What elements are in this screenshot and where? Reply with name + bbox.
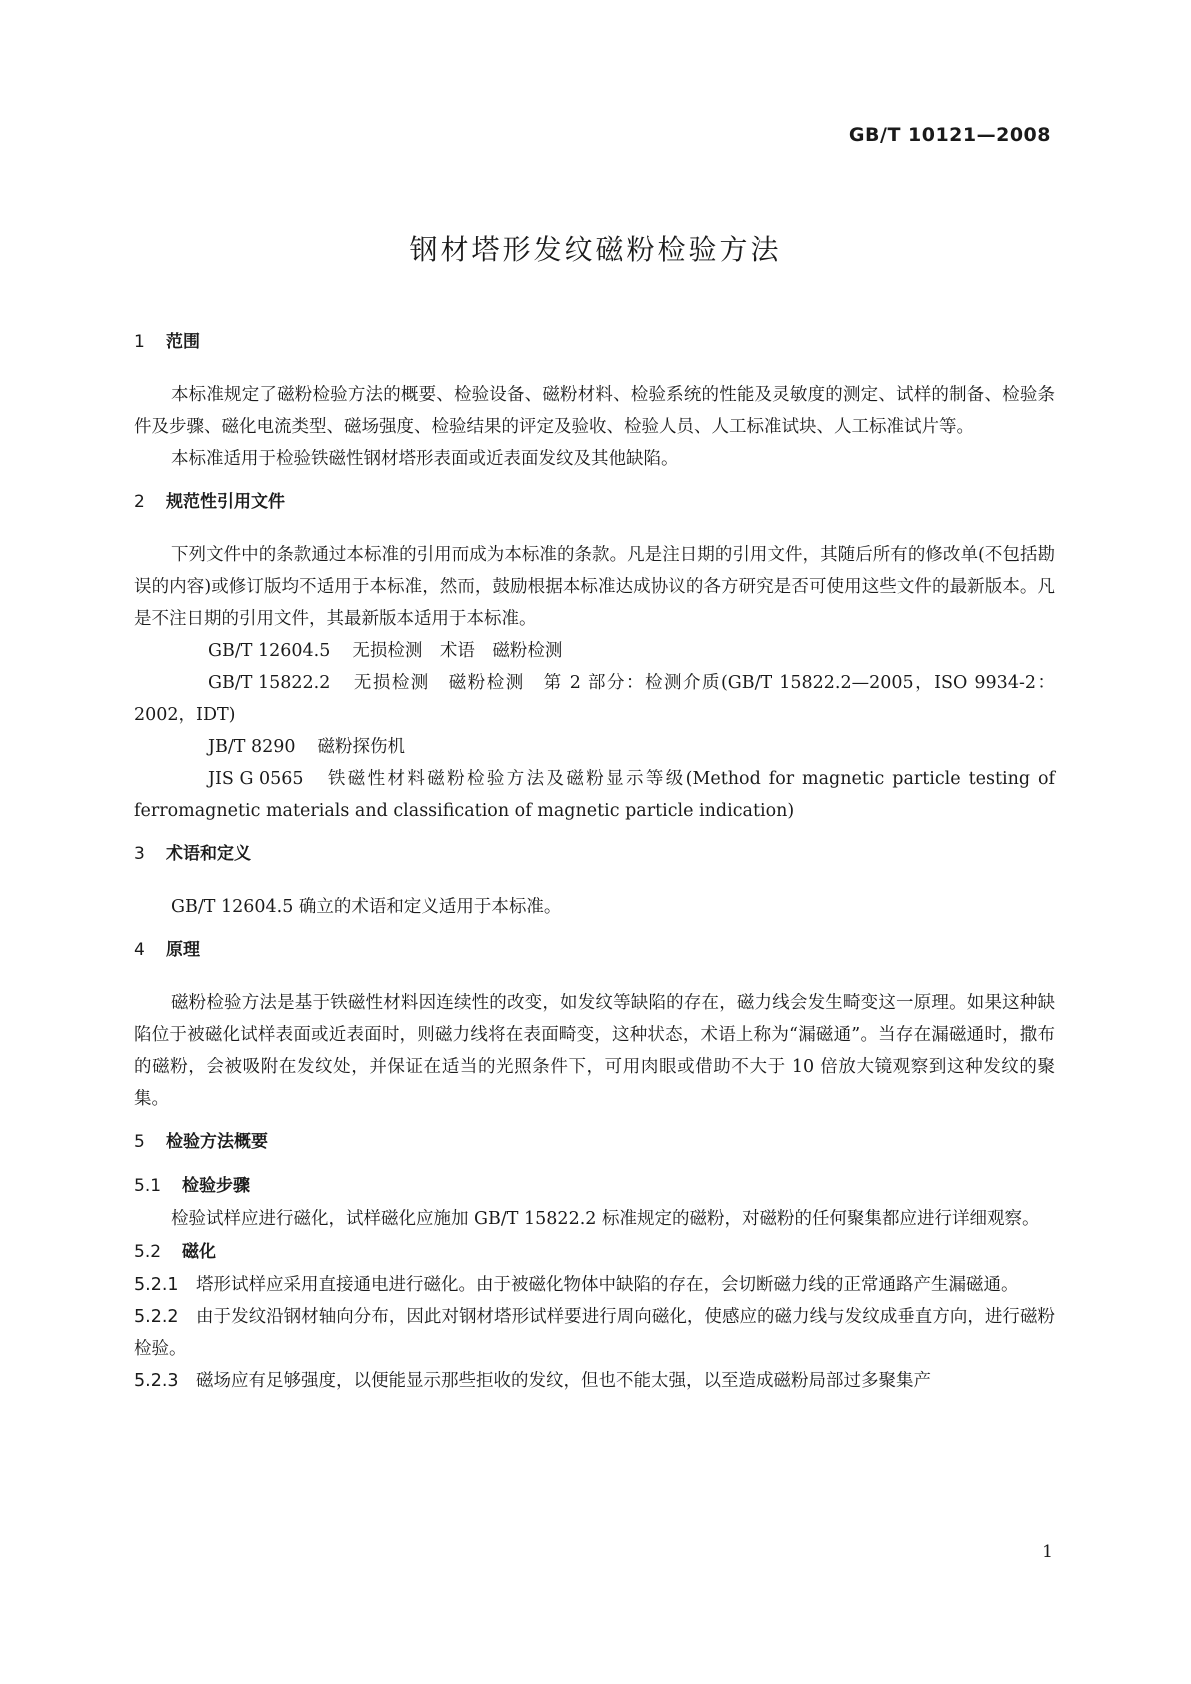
subsection-number: 5.1 [134, 1176, 162, 1196]
document-title: 钢材塔形发纹磁粉检验方法 [409, 233, 782, 266]
section-title: 术语和定义 [166, 844, 251, 864]
subsection-title: 磁化 [182, 1242, 216, 1262]
section-3-heading [134, 837, 1055, 871]
subsection-5-1-heading [134, 1169, 1055, 1203]
subsection-5-2-heading [134, 1235, 1055, 1269]
reference-title: 铁磁性材料磁粉检验方法及磁粉显示等级(Method for magnetic particle testing of ferromagnetic materials and classification of magnetic particle indication) [134, 769, 1055, 821]
section-4-heading [134, 933, 1055, 967]
paragraph: GB/T 12604.5 确立的术语和定义适用于本标准。 [171, 897, 562, 917]
reference-code: GB/T 15822.2 [208, 673, 331, 693]
section-number: 1 [134, 332, 145, 352]
section-2-heading [134, 485, 1055, 519]
reference-code: JB/T 8290 [208, 737, 296, 757]
section-5-heading [134, 1125, 1055, 1159]
subsection-title: 检验步骤 [182, 1176, 250, 1196]
section-number: 2 [134, 492, 145, 512]
paragraph: 本标准适用于检验铁磁性钢材塔形表面或近表面发纹及其他缺陷。 [171, 449, 679, 469]
clause-number: 5.2.2 [134, 1307, 179, 1327]
reference-code: GB/T 12604.5 [208, 641, 331, 661]
page-number: 1 [1042, 1542, 1053, 1562]
clause-number: 5.2.1 [134, 1275, 179, 1295]
normative-reference [134, 635, 1055, 667]
clause-number: 5.2.3 [134, 1371, 179, 1391]
section-number: 4 [134, 940, 145, 960]
normative-reference [134, 667, 1055, 731]
section-title: 范围 [166, 332, 200, 352]
clause-text: 磁场应有足够强度，以便能显示那些拒收的发纹，但也不能太强，以至造成磁粉局部过多聚集产 [196, 1371, 931, 1391]
standard-code: GB/T 10121—2008 [848, 124, 1051, 146]
reference-title: 磁粉探伤机 [317, 737, 406, 757]
subsection-number: 5.2 [134, 1242, 162, 1262]
paragraph: 检验试样应进行磁化，试样磁化应施加 GB/T 15822.2 标准规定的磁粉，对磁粉的任何聚集都应进行详细观察。 [171, 1209, 1040, 1229]
clause [134, 1269, 1055, 1301]
normative-reference [134, 731, 1055, 763]
normative-reference [134, 763, 1055, 827]
section-number: 5 [134, 1132, 145, 1152]
clause [134, 1301, 1055, 1365]
section-title: 规范性引用文件 [166, 492, 285, 512]
reference-code: JIS G 0565 [208, 769, 304, 789]
clause-text: 由于发纹沿钢材轴向分布，因此对钢材塔形试样要进行周向磁化，使感应的磁力线与发纹成垂直方向，进行磁粉检验。 [134, 1307, 1055, 1359]
clause-text: 塔形试样应采用直接通电进行磁化。由于被磁化物体中缺陷的存在，会切断磁力线的正常通路产生漏磁通。 [196, 1275, 1019, 1295]
section-1-heading [134, 325, 1055, 359]
reference-title: 无损检测 术语 磁粉检测 [352, 641, 563, 661]
section-number: 3 [134, 844, 145, 864]
reference-title: 无损检测 磁粉检测 第 2 部分：检测介质(GB/T 15822.2—2005，ISO 9934-2：2002，IDT) [134, 673, 1055, 725]
section-title: 原理 [166, 940, 200, 960]
paragraph: 磁粉检验方法是基于铁磁性材料因连续性的改变，如发纹等缺陷的存在，磁力线会发生畸变这一原理。如果这种缺陷位于被磁化试样表面或近表面时，则磁力线将在表面畸变，这种状态，术语上称为“漏磁通”。当存在漏磁通时，撒布的磁粉，会被吸附在发纹处，并保证在适当的光照条件下，可用肉眼或借助不大于 10 倍放大镜观察到这种发纹的聚集。 [134, 993, 1055, 1109]
section-title: 检验方法概要 [166, 1132, 268, 1152]
paragraph: 下列文件中的条款通过本标准的引用而成为本标准的条款。凡是注日期的引用文件，其随后所有的修改单(不包括勘误的内容)或修订版均不适用于本标准，然而，鼓励根据本标准达成协议的各方研究是否可使用这些文件的最新版本。凡是不注日期的引用文件，其最新版本适用于本标准。 [134, 545, 1055, 629]
document-body [134, 325, 1055, 1397]
paragraph: 本标准规定了磁粉检验方法的概要、检验设备、磁粉材料、检验系统的性能及灵敏度的测定、试样的制备、检验条件及步骤、磁化电流类型、磁场强度、检验结果的评定及验收、检验人员、人工标准试块、人工标准试片等。 [134, 385, 1055, 437]
clause [134, 1365, 1055, 1397]
